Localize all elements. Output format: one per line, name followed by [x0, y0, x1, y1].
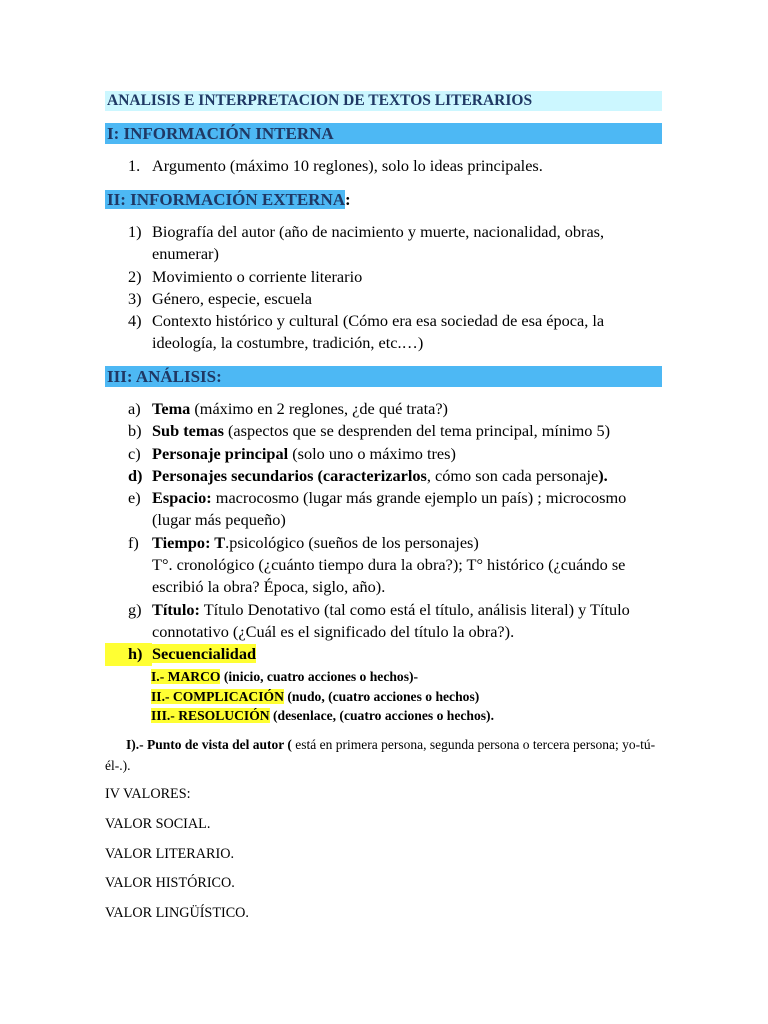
sequence-text: (inicio, cuatro acciones o hechos)- — [220, 669, 419, 684]
internal-info-list — [105, 155, 665, 177]
item-text: (aspectos que se desprenden del tema principal, mínimo 5) — [223, 421, 611, 441]
list-marker: 1) — [128, 222, 142, 241]
heading-colon: : — [345, 190, 351, 209]
item-term: Título: — [152, 599, 200, 619]
list-marker: 4) — [128, 311, 142, 331]
point-of-view-paragraph — [105, 735, 665, 776]
item-text: Título Denotativo (tal como está el título, análisis literal) y Título connotativo (¿Cuál es el significado del título la obra?). — [152, 599, 630, 641]
item-text: (solo uno o máximo tres) — [288, 443, 456, 463]
item-term: Personajes secundarios (caracterizarlos — [152, 465, 427, 485]
list-marker: 1. — [128, 156, 141, 175]
analysis-list — [105, 398, 665, 666]
point-of-view-text: está en primera persona, segunda persona o tercera persona; yo-tú-él-.). — [105, 737, 656, 773]
sequence-text: (desenlace, (cuatro acciones o hechos). — [269, 708, 494, 723]
item-term: Espacio: — [152, 488, 212, 508]
sequence-label: II.- COMPLICACIÓN — [151, 688, 284, 704]
sequence-item — [151, 687, 494, 707]
sequence-text: (nudo, (cuatro acciones o hechos) — [283, 688, 480, 704]
value-item: VALOR SOCIAL. — [105, 816, 211, 832]
list-text: Biografía del autor (año de nacimiento y muerte, nacionalidad, obras, enumerar) — [152, 222, 605, 264]
list-marker: g) — [128, 599, 142, 619]
list-item — [105, 288, 665, 310]
list-item — [105, 398, 665, 420]
list-marker: 3) — [128, 288, 142, 308]
list-marker: 2) — [128, 266, 142, 286]
list-text: Género, especie, escuela — [152, 288, 313, 308]
item-tail: ). — [598, 465, 608, 485]
list-marker: f) — [128, 532, 139, 552]
list-marker: c) — [128, 443, 141, 463]
value-item: VALOR LITERARIO. — [105, 846, 234, 862]
sequence-item — [151, 706, 494, 726]
item-text: (máximo en 2 reglones, ¿de qué trata?) — [190, 399, 448, 418]
list-item — [105, 420, 665, 442]
list-marker: h) — [105, 643, 152, 665]
list-item — [105, 155, 665, 177]
document-title: ANALISIS E INTERPRETACION DE TEXTOS LITERARIOS — [105, 91, 662, 111]
sequence-list — [151, 667, 494, 726]
external-info-list — [105, 221, 665, 355]
section-heading-external-text: II: INFORMACIÓN EXTERNA — [107, 190, 346, 209]
sequence-label: III.- RESOLUCIÓN — [151, 708, 270, 723]
item-text: macrocosmo (lugar más grande ejemplo un país) ; microcosmo (lugar más pequeño) — [152, 488, 627, 530]
list-text: Movimiento o corriente literario — [152, 266, 363, 286]
list-marker: e) — [128, 488, 141, 508]
point-of-view-lead: I).- Punto de vista del autor ( — [126, 737, 292, 752]
item-term: Tiempo: T — [152, 532, 226, 552]
list-marker: d) — [128, 465, 143, 485]
value-item: VALOR HISTÓRICO. — [105, 875, 235, 891]
section-heading-external — [105, 189, 662, 210]
item-term: Personaje principal — [152, 443, 289, 463]
item-term: Secuencialidad — [152, 644, 257, 664]
list-item — [105, 643, 665, 665]
list-item — [105, 266, 665, 288]
list-text: Argumento (máximo 10 reglones), solo lo ideas principales. — [152, 156, 543, 175]
item-text: , cómo son cada personaje — [426, 465, 599, 485]
list-marker: a) — [128, 399, 141, 418]
list-item — [105, 487, 665, 532]
item-term: Sub temas — [152, 421, 224, 441]
list-item — [105, 310, 665, 355]
list-item — [105, 532, 665, 599]
values-heading: IV VALORES: — [105, 786, 191, 802]
list-text: Contexto histórico y cultural (Cómo era esa sociedad de esa época, la ideología, la costumbre, tradición, etc.…) — [152, 311, 605, 353]
list-item — [105, 599, 665, 644]
item-term: Tema — [152, 399, 191, 418]
list-item — [105, 443, 665, 465]
list-marker: b) — [128, 421, 142, 441]
section-heading-internal: I: INFORMACIÓN INTERNA — [105, 123, 662, 144]
list-item — [105, 465, 665, 487]
item-text: .psicológico (sueños de los personajes) — [225, 532, 479, 552]
sequence-item — [151, 667, 494, 687]
sequence-label: I.- MARCO — [151, 669, 221, 684]
list-item — [105, 221, 665, 266]
value-item: VALOR LINGÜÍSTICO. — [105, 905, 249, 921]
section-heading-analysis: III: ANÁLISIS: — [105, 366, 662, 387]
item-text-line2: T°. cronológico (¿cuánto tiempo dura la obra?); T° histórico (¿cuándo se escribió la obra? Época, siglo, año). — [152, 555, 626, 597]
